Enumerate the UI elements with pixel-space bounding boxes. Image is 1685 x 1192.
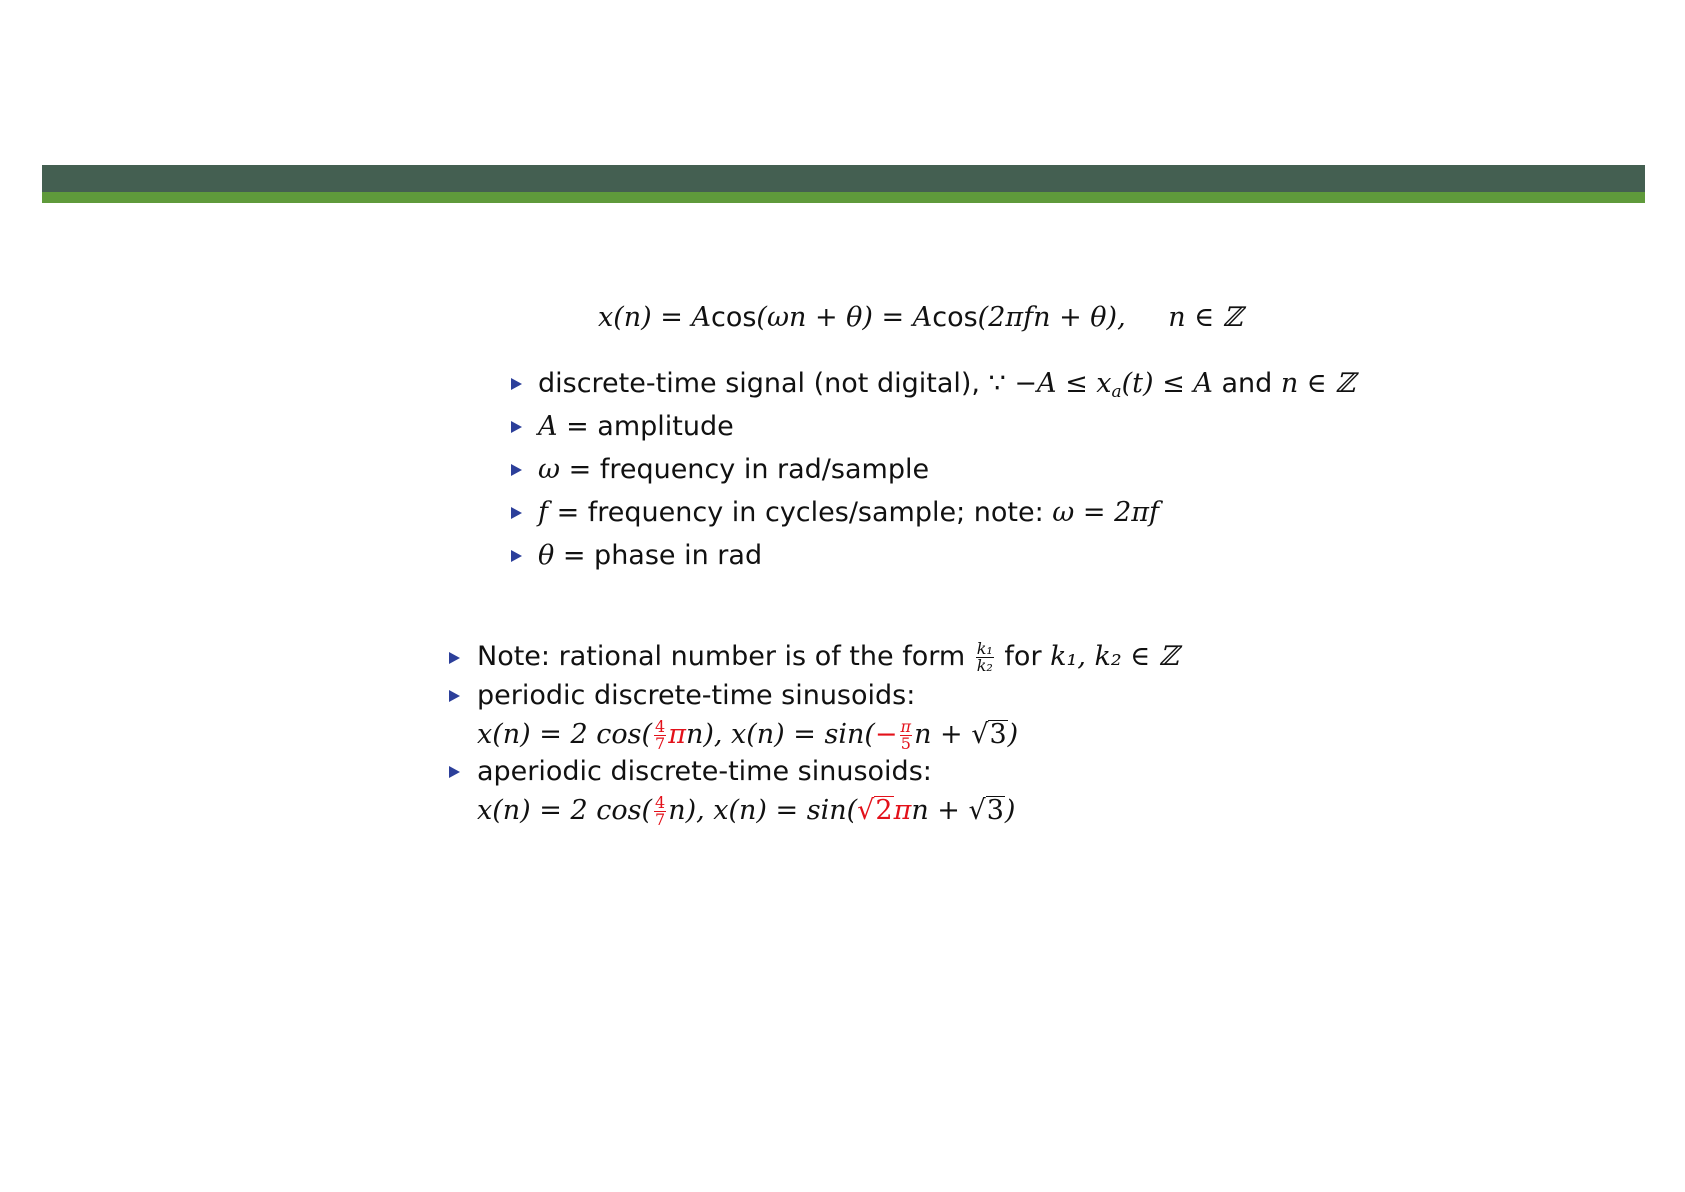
periodic-eq2-end: ): [1007, 719, 1019, 750]
definition-text: = amplitude: [557, 411, 734, 442]
aperiodic-eq1-end: n),: [668, 795, 705, 826]
periodic-fraction-1: [654, 719, 666, 752]
periodic-sqrt: 3: [989, 719, 1007, 750]
equation-arg-2: (2πfn + θ),: [977, 302, 1126, 333]
definition-text: = frequency in cycles/sample; note:: [548, 497, 1053, 528]
definition-f: [538, 496, 1159, 530]
definition-amplitude: [538, 410, 734, 444]
equation-domain: n ∈ ℤ: [1168, 302, 1243, 333]
fraction-numerator: π: [900, 717, 912, 736]
bullet-icon: [449, 690, 460, 702]
aperiodic-equations: x(n) = 2 cos( $\frac{4}{7}$ n), x(n) = sin(√2πn + √3): [477, 793, 1016, 829]
periodic-label: periodic discrete-time sinusoids:: [477, 680, 916, 711]
definition-domain: n ∈ ℤ: [1280, 368, 1356, 399]
aperiodic-fraction: [654, 795, 666, 828]
equation-lhs: x(n) =: [598, 302, 692, 333]
periodic-sign: −: [874, 719, 898, 750]
definition-and: and: [1212, 368, 1281, 399]
aperiodic-sqrt-3: 3: [986, 795, 1004, 826]
definition-math-2: (t) ≤ A: [1121, 368, 1213, 399]
fraction-numerator: k₁: [976, 639, 993, 658]
aperiodic-eq1-start: x(n) = 2 cos(: [477, 795, 652, 826]
note-tail: for: [995, 641, 1051, 672]
equation-amplitude-2: A: [912, 302, 933, 333]
definition-symbol: f: [538, 497, 548, 528]
fraction-denominator: 5: [900, 734, 911, 753]
definition-text: = phase in rad: [554, 540, 763, 571]
bullet-icon: [511, 421, 522, 433]
bullet-icon: [511, 378, 522, 390]
bullet-icon: [511, 550, 522, 562]
periodic-fraction-2: [900, 719, 913, 752]
definition-symbol: θ: [538, 540, 555, 571]
bullet-icon: [449, 652, 460, 664]
periodic-pi: π: [668, 719, 686, 750]
fraction-denominator: 7: [655, 810, 666, 829]
equation-amplitude: A: [691, 302, 711, 333]
definition-symbol: ω: [538, 454, 561, 485]
bullet-icon: [449, 766, 460, 778]
periodic-equations: x(n) = 2 cos( $\frac{4}{7}$ πn), x(n) = sin(− $\frac{\pi}{5}$ n + √3): [477, 717, 1019, 753]
equation-arg-1: (ωn + θ) =: [756, 302, 913, 333]
fraction-denominator: 7: [655, 734, 666, 753]
main-equation: [598, 301, 1243, 335]
equation-cos-1: cos: [710, 302, 757, 333]
aperiodic-pi: π: [893, 795, 912, 826]
note-vars: k₁, k₂ ∈ ℤ: [1050, 641, 1179, 672]
aperiodic-eq2-end: ): [1004, 795, 1016, 826]
definition-theta: [538, 539, 762, 573]
fraction-denominator: k₂: [976, 656, 993, 675]
definition-note: ω = 2πf: [1052, 497, 1160, 528]
definition-text: = frequency in rad/sample: [560, 454, 930, 485]
fraction-numerator: 4: [655, 717, 666, 736]
aperiodic-eq2-mid: n +: [911, 795, 969, 826]
definition-math: −A ≤ x: [1014, 368, 1112, 399]
definition-text: discrete-time signal (not digital), ∵: [538, 368, 1015, 399]
definition-subscript: a: [1111, 382, 1122, 402]
rational-fraction: [976, 641, 994, 674]
bullet-icon: [511, 507, 522, 519]
periodic-eq2-start: x(n) = sin(: [722, 719, 875, 750]
periodic-eq2-mid: n +: [914, 719, 972, 750]
aperiodic-eq2-start: x(n) = sin(: [704, 795, 858, 826]
aperiodic-sqrt-2: 2: [875, 795, 893, 826]
note-text: Note: rational number is of the form: [477, 641, 974, 672]
equation-cos-2: cos: [932, 302, 978, 333]
periodic-eq1-end: n),: [685, 719, 723, 750]
definition-symbol: A: [538, 411, 558, 442]
bullet-icon: [511, 464, 522, 476]
definition-omega: [538, 453, 929, 487]
header-band-light: [42, 192, 1645, 203]
aperiodic-label: aperiodic discrete-time sinusoids:: [477, 756, 932, 787]
definition-discrete: [538, 367, 1355, 409]
header-band-dark: [42, 165, 1645, 192]
note-rational: [477, 640, 1179, 674]
periodic-eq1-start: x(n) = 2 cos(: [477, 719, 652, 750]
fraction-numerator: 4: [655, 793, 666, 812]
